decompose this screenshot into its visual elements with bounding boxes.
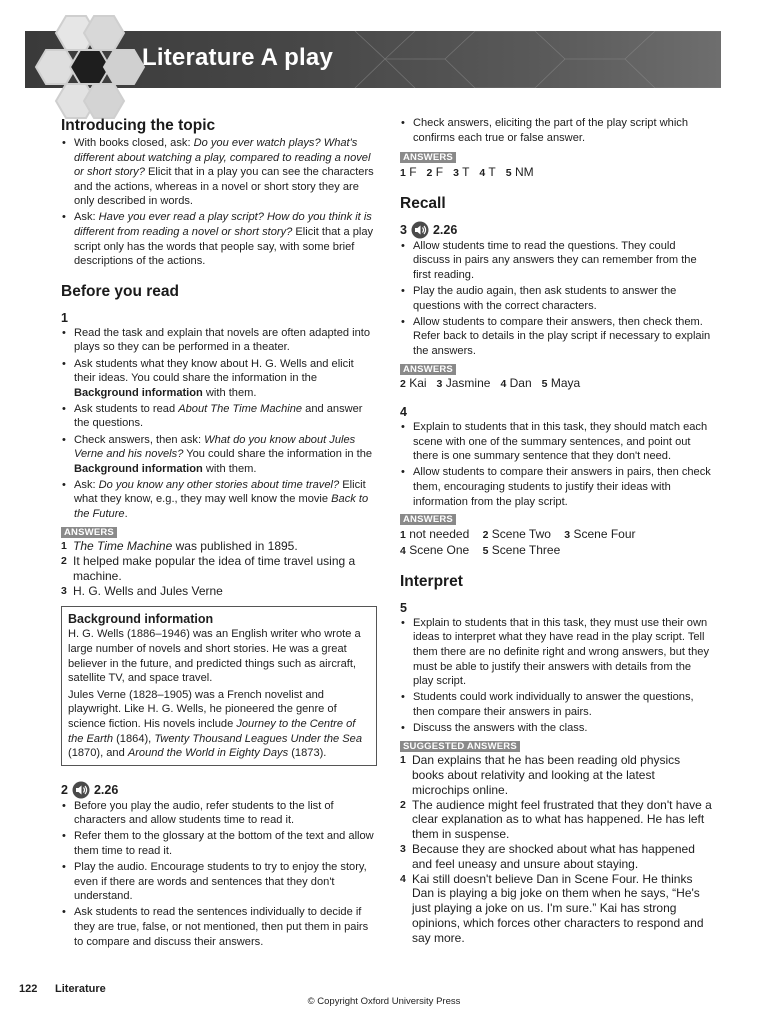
answer-value: T <box>488 164 496 179</box>
answer-value: Dan <box>509 376 532 391</box>
text-italic: Do you ever watch plays? What's different about watching a play, compared to reading a novel or short story? <box>74 137 371 179</box>
text: Ask: <box>74 478 99 491</box>
exercise-number: 1 <box>61 310 68 325</box>
text: was published in 1895. <box>172 539 298 554</box>
list-item <box>61 357 377 401</box>
exercise-number: 4 <box>400 405 407 420</box>
answer-key: 3 <box>61 584 67 597</box>
answers-row <box>400 165 714 181</box>
text: Elicit that in a play you can see the characters and the actions, whereas in a novel or short story they are only described in words. <box>74 166 374 208</box>
text: (1864), <box>113 732 155 745</box>
answer-value: F <box>435 164 444 179</box>
text: It helped make popular the idea of time travel using a machine. <box>73 553 356 583</box>
text: Elicit that a play script only has the words that people say, with some brief descriptions of the actions. <box>74 226 374 268</box>
list-item: • Check answers, eliciting the part of the play script which confirms each true or false answer. <box>400 116 714 145</box>
background-info-heading: Background information <box>68 612 214 627</box>
answer-value: Kai <box>409 376 427 391</box>
right-column <box>400 116 714 945</box>
list-item <box>61 539 377 554</box>
left-column <box>61 116 377 951</box>
answer-value: Scene Two <box>491 526 551 541</box>
answer-key: 2 <box>400 798 406 811</box>
list-item: • Refer them to the glossary at the bottom of the text and allow them time to read it. <box>61 829 377 858</box>
list-item <box>61 584 377 599</box>
answers-row <box>400 543 714 559</box>
answer-value: F <box>409 164 417 179</box>
exercise-number: 5 <box>400 600 407 615</box>
text-bold: Background information <box>74 462 203 475</box>
introducing-list <box>61 136 377 269</box>
answer-key: 3 <box>564 528 571 541</box>
list-item <box>61 136 377 209</box>
text: Because they are shocked about what has happened and feel uneasy and unsure about staying. <box>412 841 695 871</box>
page-number: 122 <box>19 983 38 995</box>
text: Dan explains that he has been reading old physics books about relativity and looking at the latest microchips online. <box>412 753 681 797</box>
answers-tag: ANSWERS <box>61 527 117 538</box>
answers-tag: ANSWERS <box>400 514 456 525</box>
answer-key: 5 <box>541 378 548 391</box>
section-heading-introducing: Introducing the topic <box>61 117 216 134</box>
hexagon-cluster-icon <box>28 12 146 122</box>
exercise-header <box>400 221 714 239</box>
answer-key: 1 <box>61 540 67 553</box>
text-italic: Around the World in Eighty Days <box>127 747 289 760</box>
exercise-number: 3 <box>400 222 407 237</box>
audio-speaker-icon[interactable] <box>410 221 430 239</box>
text: with them. <box>202 386 257 399</box>
text: Check answers, then ask: <box>74 433 205 446</box>
section-heading-before: Before you read <box>61 282 180 300</box>
list-item <box>400 872 714 946</box>
suggested-answers-tag: SUGGESTED ANSWERS <box>400 741 520 752</box>
answer-key: 5 <box>505 166 512 179</box>
answer-key: 2 <box>426 166 433 179</box>
answer-value: Scene Three <box>491 542 561 557</box>
answer-key: 3 <box>400 842 406 855</box>
ex2-list <box>61 799 377 949</box>
answer-key: 1 <box>400 166 406 179</box>
list-item <box>61 554 377 584</box>
audio-track-number: 2.26 <box>432 222 458 237</box>
list-item: • Before you play the audio, refer students to the list of characters and allow students time to read it. <box>61 799 377 828</box>
text-italic: Have you ever read a play script? How do you think it is different from reading a novel or short story? <box>74 211 372 239</box>
list-item: • Read the task and explain that novels are often adapted into plays so they can be performed in a theater. <box>61 326 377 355</box>
list-item <box>61 210 377 268</box>
text: Ask: <box>74 211 99 224</box>
text: H. G. Wells and Jules Verne <box>73 583 223 598</box>
answer-key: 4 <box>400 872 406 885</box>
section-heading-recall: Recall <box>400 194 446 212</box>
text-italic: Twenty Thousand Leagues Under the Sea <box>154 732 362 745</box>
list-item: • Play the audio. Encourage students to try to enjoy the story, even if there are words and sentences that they don't understand. <box>61 860 377 904</box>
text-italic: What do you know about Jules Verne and his novels? <box>74 433 356 461</box>
audio-speaker-icon[interactable] <box>71 781 91 799</box>
answers-tag: ANSWERS <box>400 364 456 375</box>
answer-value: T <box>462 164 470 179</box>
text: (1873). <box>288 747 327 760</box>
answer-key: 1 <box>400 754 406 767</box>
list-item <box>61 478 377 522</box>
footer-section: Literature <box>55 983 106 995</box>
answer-key: 4 <box>500 378 507 391</box>
list-item: • Allow students to compare their answers in pairs, then check them, encouraging students to justify their ideas with information from the play script. <box>400 465 714 509</box>
answer-value: Scene One <box>409 542 470 557</box>
exercise-header <box>61 781 377 799</box>
answer-key: 5 <box>482 544 489 557</box>
answer-key: 1 <box>400 528 406 541</box>
answer-value: Maya <box>550 376 581 391</box>
text: The audience might feel frustrated that they don't have a clear explanation as to what has happened. He has left them in suspense. <box>412 797 712 842</box>
list-item: • Discuss the answers with the class. <box>400 721 714 736</box>
list-item: • Allow students to compare their answers, then check them. Refer back to details in the play script if necessary to explain the answers. <box>400 315 714 359</box>
text: (1870), and <box>68 747 128 760</box>
list-item: • Explain to students that in this task, they must use their own ideas to interpret what they have read in the play script. Tell them there are no definite right and wrong answers, but they must be able to justify their answers with details from the play script. <box>400 616 714 689</box>
paragraph: H. G. Wells (1886–1946) was an English writer who wrote a large number of novels and short stories. He was a great believer in the future, and predicted things such as aircraft, satellite TV, and space travel. <box>68 628 361 685</box>
copyright-notice: © Copyright Oxford University Press <box>307 996 461 1007</box>
ex4-list <box>400 420 714 509</box>
exercise-number: 2 <box>61 782 68 797</box>
answer-key: 4 <box>400 544 406 557</box>
text: Ask students what they know about H. G. Wells and elicit their ideas. You could share the information in the <box>74 357 354 385</box>
list-item: • Ask students to read the sentences individually to decide if they are true, false, or not mentioned, then put them in pairs to compare and discuss their answers. <box>61 905 377 949</box>
answer-key: 3 <box>453 166 459 179</box>
recall-list <box>400 239 714 359</box>
list-item: • Students could work individually to answer the questions, then compare their answers in pairs. <box>400 690 714 719</box>
answer-value: Scene Four <box>573 526 636 541</box>
section-heading-interpret: Interpret <box>400 572 463 590</box>
list-item <box>61 433 377 477</box>
interpret-list <box>400 616 714 736</box>
paragraph <box>68 688 370 761</box>
answers-row <box>400 527 714 543</box>
text-italic: Back to the Future <box>74 493 369 520</box>
answers-list <box>61 539 377 598</box>
text: with them. <box>202 462 257 475</box>
text-bold: Background information <box>74 386 203 399</box>
list-item <box>400 842 714 872</box>
text: With books closed, ask: <box>74 137 194 149</box>
suggested-answers-list <box>400 753 714 945</box>
list-item: • Explain to students that in this task, they should match each scene with one of the summary sentences, and point out there is one summary sentence that they don't need. <box>400 420 714 464</box>
list-item: • Allow students time to read the questions. They could discuss in pairs any answers they can remember from the first reading. <box>400 239 714 283</box>
text-italic: Journey to the Centre of the Earth <box>68 717 356 745</box>
answer-value: not needed <box>409 526 470 541</box>
list-item <box>400 753 714 797</box>
answer-key: 2 <box>482 528 489 541</box>
answer-key: 3 <box>436 378 443 391</box>
answers-row <box>400 376 714 392</box>
answer-value: Jasmine <box>445 376 491 391</box>
list-item <box>61 402 377 431</box>
text-italic: Do you know any other stories about time travel? <box>98 478 340 491</box>
answers-tag: ANSWERS <box>400 152 456 163</box>
text: and answer the questions. <box>74 402 363 430</box>
text: Kai still doesn't believe Dan in Scene Four. He thinks Dan is playing a big joke on them when he says, “He's just playing a joke on us. I'm sure.” Kai has strong opinions, which forces other characters to respond and say more. <box>412 871 704 945</box>
answer-key: 2 <box>61 554 67 567</box>
audio-track-number: 2.26 <box>93 782 119 797</box>
before-list <box>61 326 377 522</box>
list-item: • Play the audio again, then ask students to answer the questions with the correct characters. <box>400 284 714 313</box>
ex2-list-continued <box>400 116 714 145</box>
text-italic: The Time Machine <box>73 539 173 554</box>
text-italic: About The Time Machine <box>178 402 303 415</box>
text: Elicit what they know, e.g., they may well know the movie <box>74 478 366 506</box>
answer-value: NM <box>514 164 534 179</box>
list-item <box>400 798 714 842</box>
answer-key: 4 <box>479 166 486 179</box>
page-title: Literature A play <box>142 44 334 71</box>
answer-key: 2 <box>400 378 406 391</box>
text: You could share the information in the <box>183 448 373 461</box>
text: . <box>124 507 128 520</box>
background-info-box <box>61 606 377 765</box>
text: Ask students to read <box>74 402 179 415</box>
text: Jules Verne (1828–1905) was a French novelist and playwright. Like H. G. Wells, he pioneered the genre of science fiction. His novels include <box>68 688 337 730</box>
